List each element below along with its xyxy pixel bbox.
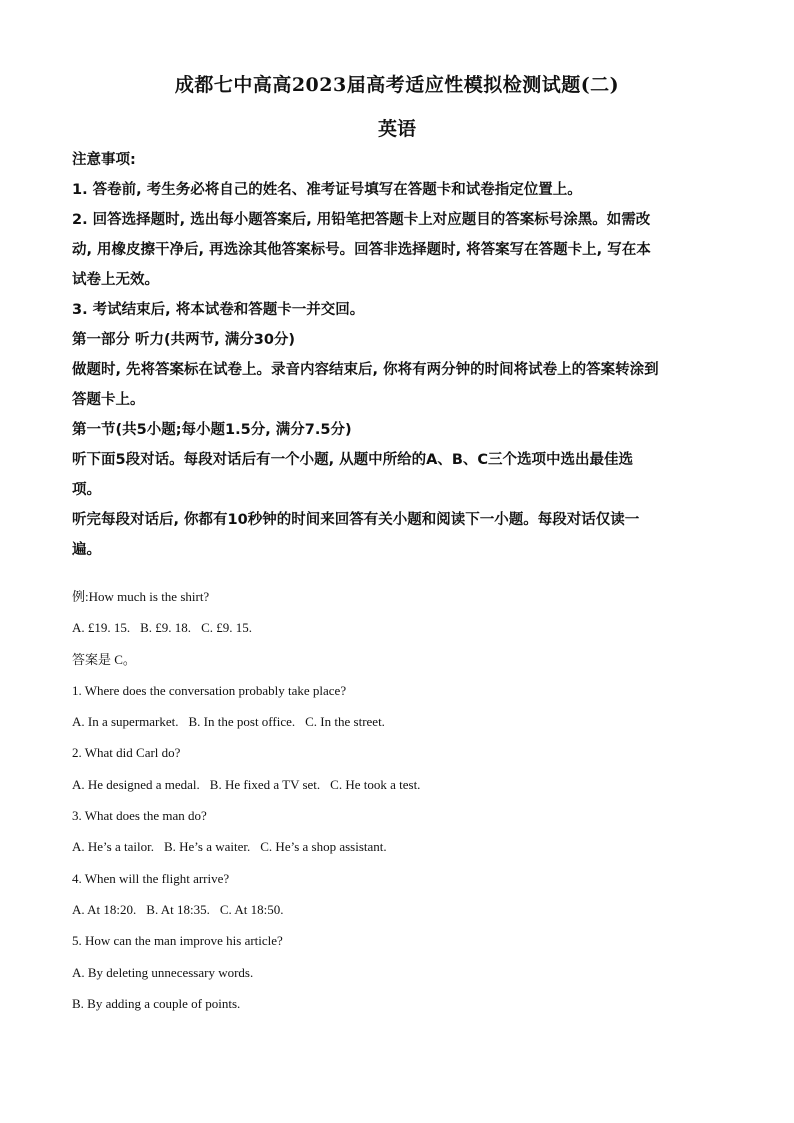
q5-option-b: B. By adding a couple of points. <box>72 995 241 1011</box>
question-5: 5. How can the man improve his article? <box>72 933 283 949</box>
example-question: 例:How much is the shirt? <box>72 589 210 604</box>
note-item-2-cont: 动, 用橡皮擦干净后, 再选涂其他答案标号。回答非选择题时, 将答案写在答题卡上, 写在本 <box>72 242 651 258</box>
notes-section <box>72 145 722 565</box>
notes-heading: 注意事项: <box>72 152 136 168</box>
q4-option-a: A. At 18:20. <box>72 901 137 917</box>
exam-subject: 英语 <box>377 118 416 140</box>
part1-heading: 第一部分 听力(共两节, 满分30分) <box>72 332 296 348</box>
q3-option-b: B. He’s a waiter. <box>163 839 251 855</box>
example-options <box>72 612 722 643</box>
section1-heading: 第一节(共5小题;每小题1.5分, 满分7.5分) <box>72 422 352 438</box>
exam-title: 成都七中高高2023届高考适应性模拟检测试题(二) <box>174 74 620 96</box>
section1-instruction-2-cont: 遍。 <box>72 542 101 558</box>
note-item-3: 3. 考试结束后, 将本试卷和答题卡一并交回。 <box>72 302 365 318</box>
question-1-options <box>72 706 722 737</box>
question-4-options <box>72 894 722 925</box>
part1-instruction: 做题时, 先将答案标在试卷上。录音内容结束后, 你将有两分钟的时间将试卷上的答案转涂到 <box>72 362 659 378</box>
question-3-options <box>72 831 722 862</box>
example-option-b: B. £9. 18. <box>140 620 192 636</box>
note-item-2: 2. 回答选择题时, 选出每小题答案后, 用铅笔把答题卡上对应题目的答案标号涂黑。如需改 <box>72 212 651 228</box>
q1-option-a: A. In a supermarket. <box>72 714 179 730</box>
part1-instruction-cont: 答题卡上。 <box>72 392 145 408</box>
example-option-a: A. £19. 15. <box>72 620 131 636</box>
example-answer: 答案是 C。 <box>72 651 136 667</box>
q3-option-a: A. He’s a tailor. <box>72 839 154 855</box>
note-item-2-end: 试卷上无效。 <box>72 272 159 288</box>
question-2: 2. What did Carl do? <box>72 745 181 761</box>
q1-option-b: B. In the post office. <box>188 714 296 730</box>
example-option-c: C. £9. 15. <box>201 620 252 636</box>
q2-option-a: A. He designed a medal. <box>72 776 200 792</box>
section1-instruction-cont: 项。 <box>72 482 101 498</box>
question-4: 4. When will the flight arrive? <box>72 870 230 886</box>
q2-option-c: C. He took a test. <box>330 776 421 792</box>
section1-instruction-2: 听完每段对话后, 你都有10秒钟的时间来回答有关小题和阅读下一小题。每段对话仅读一 <box>72 512 640 528</box>
q1-option-c: C. In the street. <box>305 714 385 730</box>
question-2-options <box>72 769 722 800</box>
question-1: 1. Where does the conversation probably take place? <box>72 682 347 698</box>
questions-section <box>72 581 722 1019</box>
question-3: 3. What does the man do? <box>72 808 207 824</box>
q5-option-a: A. By deleting unnecessary words. <box>72 964 254 980</box>
q2-option-b: B. He fixed a TV set. <box>209 776 321 792</box>
q4-option-c: C. At 18:50. <box>219 901 284 917</box>
q4-option-b: B. At 18:35. <box>146 901 210 917</box>
note-item-1: 1. 答卷前, 考生务必将自己的姓名、准考证号填写在答题卡和试卷指定位置上。 <box>72 182 582 198</box>
section1-instruction: 听下面5段对话。每段对话后有一个小题, 从题中所给的A、B、C三个选项中选出最佳选 <box>72 452 634 468</box>
q3-option-c: C. He’s a shop assistant. <box>260 839 387 855</box>
